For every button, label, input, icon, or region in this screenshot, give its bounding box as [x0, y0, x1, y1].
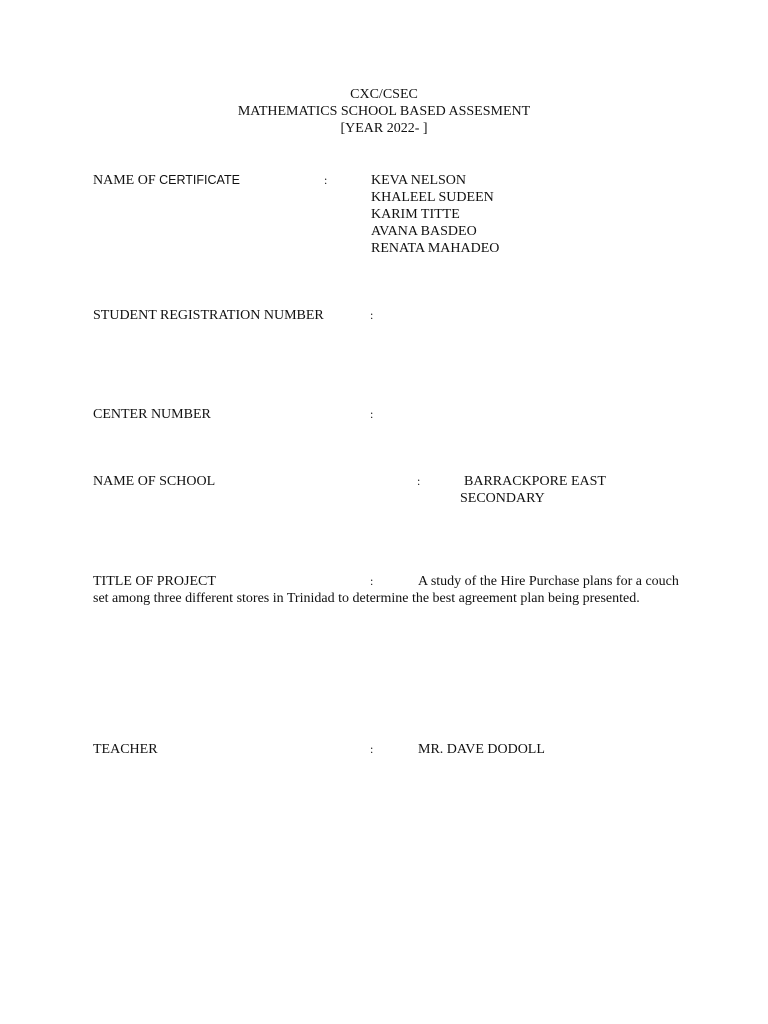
teacher-name: MR. DAVE DODOLL: [418, 742, 545, 757]
candidates-label-word: CERTIFICATE: [159, 173, 240, 187]
candidate-names-list: [371, 172, 499, 257]
center-number-colon: :: [370, 407, 374, 421]
candidate-name: KHALEEL SUDEEN: [371, 190, 494, 205]
teacher-label: TEACHER: [93, 742, 158, 757]
project-colon: :: [370, 574, 374, 588]
exam-body-title: CXC/CSEC: [350, 87, 418, 102]
registration-colon: :: [370, 308, 374, 322]
school-colon: :: [417, 474, 421, 488]
document-header: [0, 86, 768, 137]
project-title-value: A study of the Hire Purchase plans for a couch set among three different stores in Trinidad to determine the best agreement plan being presented.: [93, 574, 679, 606]
candidate-name: KARIM TITTE: [371, 207, 460, 222]
candidate-name: AVANA BASDEO: [371, 224, 477, 239]
center-number-label: CENTER NUMBER: [93, 407, 211, 422]
candidates-colon: :: [324, 173, 328, 187]
year-label: [YEAR 2022- ]: [340, 121, 428, 136]
candidate-name: KEVA NELSON: [371, 173, 467, 188]
candidate-name: RENATA MAHADEO: [371, 241, 500, 256]
registration-label: STUDENT REGISTRATION NUMBER: [93, 308, 324, 323]
school-label: NAME OF SCHOOL: [93, 474, 216, 489]
candidates-label-prefix: NAME OF: [93, 173, 160, 188]
school-value-line1: BARRACKPORE EAST: [464, 474, 606, 489]
candidates-label: [93, 172, 240, 189]
project-label: TITLE OF PROJECT: [93, 574, 216, 589]
teacher-colon: :: [370, 742, 374, 756]
school-value-line2: SECONDARY: [460, 491, 545, 506]
assessment-title: MATHEMATICS SCHOOL BASED ASSESMENT: [237, 104, 531, 119]
